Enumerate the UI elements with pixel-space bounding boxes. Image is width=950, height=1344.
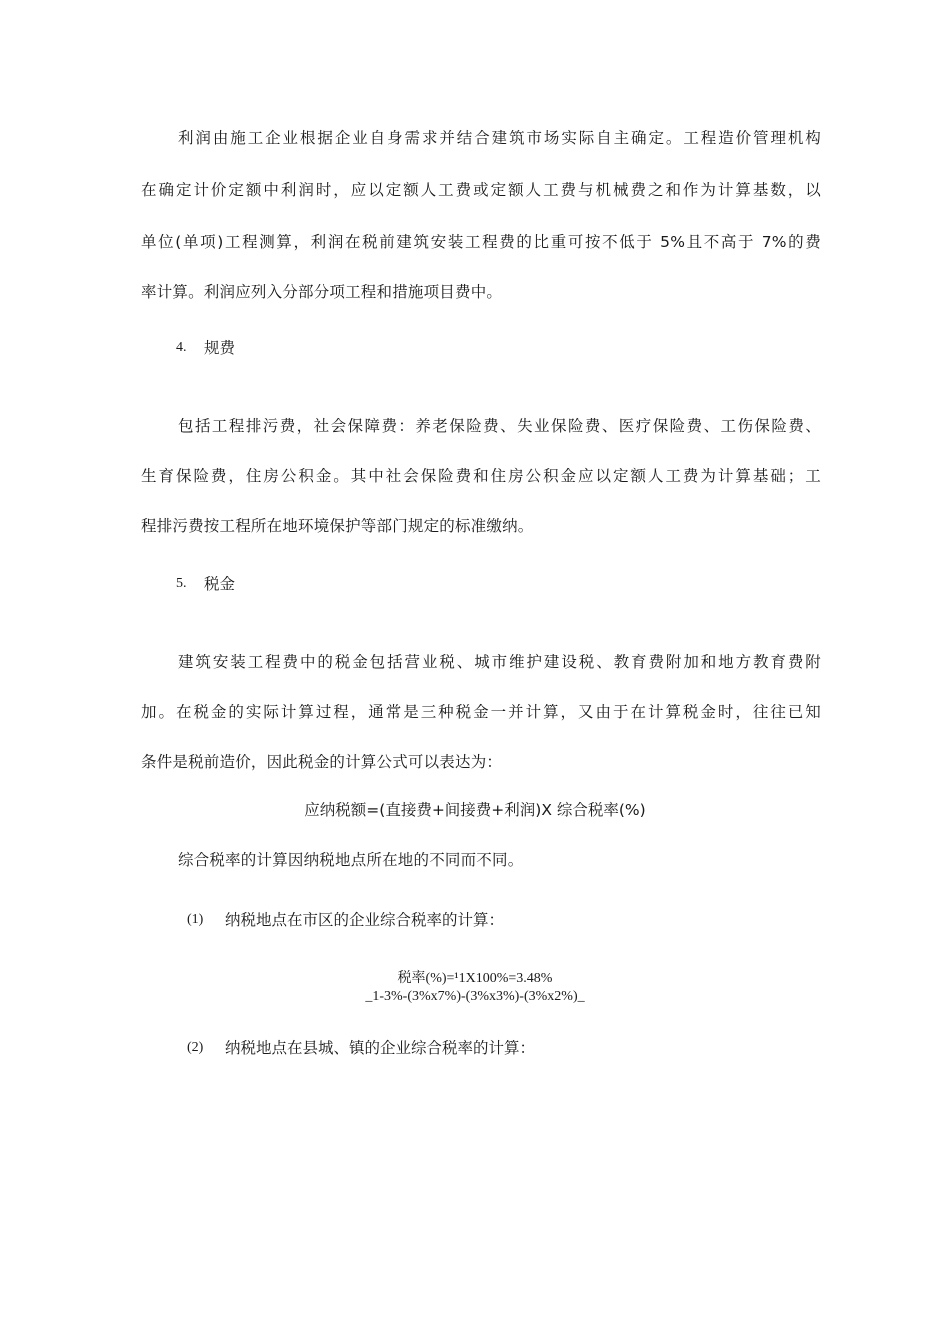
fees-paragraph-line-1: 包括工程排污费，社会保障费：养老保险费、失业保险费、医疗保险费、工伤保险费、	[178, 417, 821, 435]
tax-paragraph-line-1: 建筑安装工程费中的税金包括营业税、城市维护建设税、教育费附加和地方教育费附	[178, 653, 821, 671]
section-5-title: 税金	[204, 575, 236, 593]
profit-paragraph-line-4: 率计算。利润应列入分部分项工程和措施项目费中。	[141, 283, 503, 301]
tax-paragraph-line-2: 加。在税金的实际计算过程，通常是三种税金一并计算，又由于在计算税金时，往往已知	[141, 703, 821, 721]
fees-paragraph-line-3: 程排污费按工程所在地环境保护等部门规定的标准缴纳。	[141, 517, 534, 535]
profit-paragraph-line-2: 在确定计价定额中利润时，应以定额人工费或定额人工费与机械费之和作为计算基数，以	[141, 181, 821, 199]
fees-paragraph-line-2: 生育保险费，住房公积金。其中社会保险费和住房公积金应以定额人工费为计算基础；工	[141, 467, 821, 485]
section-4-number: 4.	[176, 340, 187, 355]
item-1-title: 纳税地点在市区的企业综合税率的计算：	[225, 911, 505, 929]
item-2-number: (2)	[187, 1040, 204, 1055]
tax-paragraph-line-3: 条件是税前造价，因此税金的计算公式可以表达为：	[141, 753, 503, 771]
formula-1-top: 税率(%)=¹1X100%=3.48%	[397, 971, 553, 986]
profit-paragraph-line-3: 单位(单项)工程测算，利润在税前建筑安装工程费的比重可按不低于 5%且不高于 7%的费	[141, 233, 821, 251]
item-1-number: (1)	[187, 912, 204, 927]
rate-sentence: 综合税率的计算因纳税地点所在地的不同而不同。	[178, 851, 524, 869]
section-5-number: 5.	[176, 576, 187, 591]
tax-formula: 应纳税额=(直接费+间接费+利润)X 综合税率(%)	[304, 801, 646, 819]
profit-paragraph-line-1: 利润由施工企业根据企业自身需求并结合建筑市场实际自主确定。工程造价管理机构	[178, 129, 821, 147]
item-2-title: 纳税地点在县城、镇的企业综合税率的计算：	[225, 1039, 536, 1057]
formula-1-bottom: _1-3%-(3%x7%)-(3%x3%)-(3%x2%)_	[365, 989, 585, 1004]
section-4-title: 规费	[204, 339, 236, 357]
